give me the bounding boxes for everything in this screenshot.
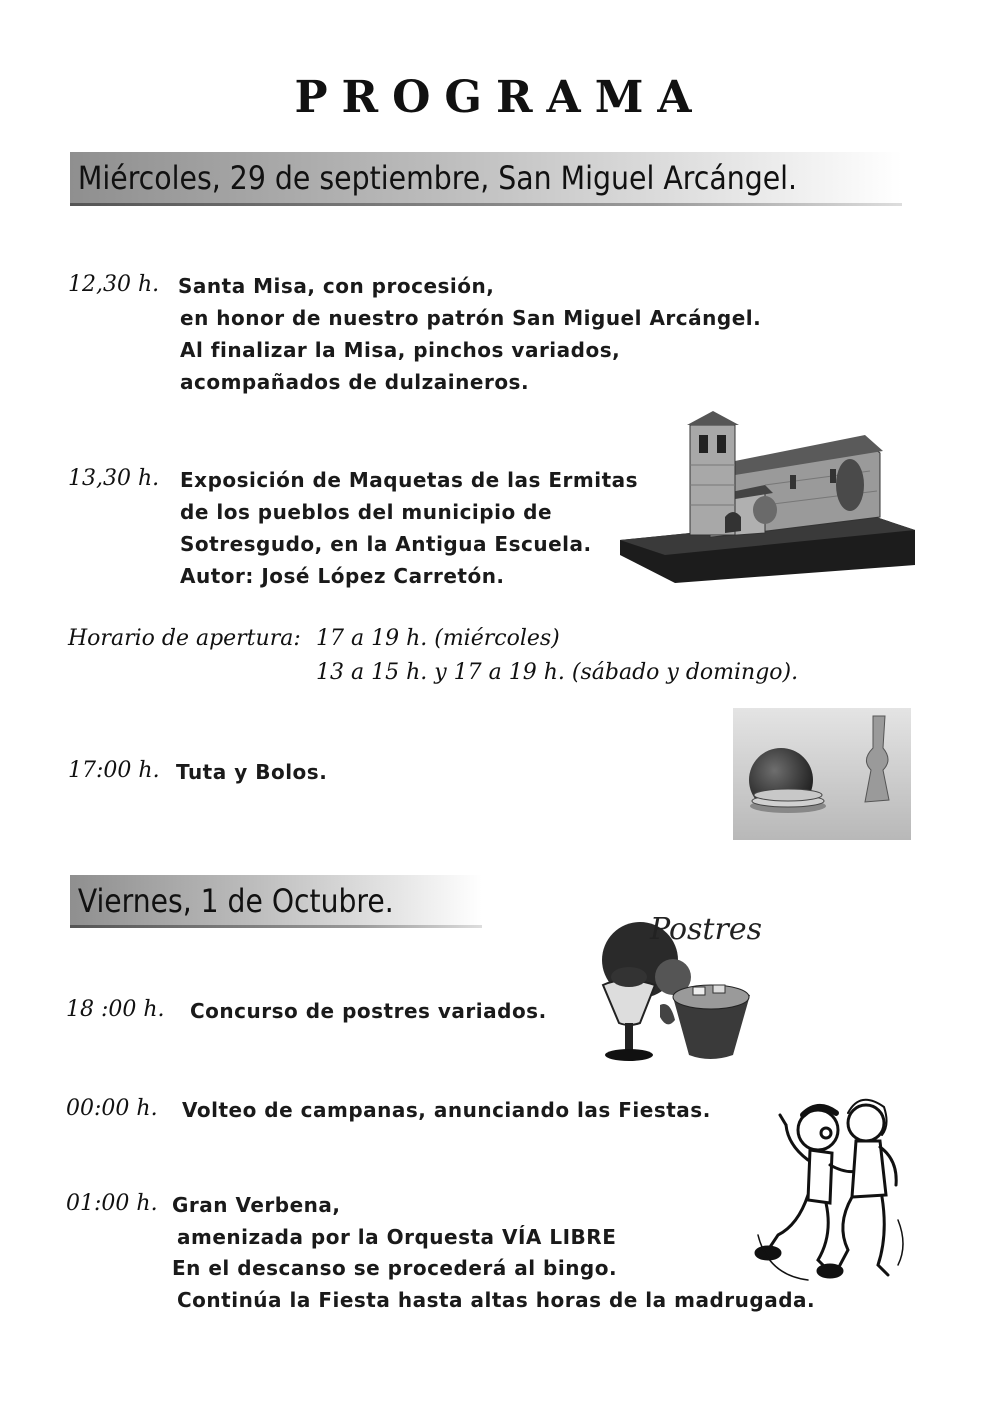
opening-line-1: 17 a 19 h. (miércoles) xyxy=(316,626,560,651)
event-text-line: Tuta y Bolos. xyxy=(176,760,328,784)
event-text-line: amenizada por la Orquesta VÍA LIBRE xyxy=(177,1225,617,1249)
page-title: PROGRAMA xyxy=(294,72,706,123)
event-text-line: en honor de nuestro patrón San Miguel Arcángel. xyxy=(180,306,762,330)
day1-heading-underline xyxy=(70,203,902,206)
postres-label: Postres xyxy=(650,912,762,947)
event-time: 13,30 h. xyxy=(68,466,160,491)
event-text-line: Continúa la Fiesta hasta altas horas de la madrugada. xyxy=(177,1288,816,1312)
day2-heading-underline xyxy=(70,925,482,928)
event-text-line: acompañados de dulzaineros. xyxy=(180,370,530,394)
opening-line-2: 13 a 15 h. y 17 a 19 h. (sábado y domingo). xyxy=(316,660,799,685)
church-model-image xyxy=(615,405,920,585)
tuta-bolos-image xyxy=(733,708,911,840)
event-text-line: Exposición de Maquetas de las Ermitas xyxy=(180,468,639,492)
event-text-line: Santa Misa, con procesión, xyxy=(178,274,495,298)
event-time: 01:00 h. xyxy=(66,1191,158,1216)
day1-heading: Miércoles, 29 de septiembre, San Miguel Arcángel. xyxy=(77,159,798,197)
event-text-line: Autor: José López Carretón. xyxy=(180,564,505,588)
opening-label: Horario de apertura: xyxy=(68,626,301,651)
event-text-line: Al finalizar la Misa, pinchos variados, xyxy=(180,338,621,362)
event-text-line: En el descanso se procederá al bingo. xyxy=(172,1256,618,1280)
day1-heading-band xyxy=(70,152,902,204)
dancing-couple-image xyxy=(748,1085,918,1290)
event-text-line: Sotresgudo, en la Antigua Escuela. xyxy=(180,532,592,556)
event-time: 18 :00 h. xyxy=(66,997,165,1022)
event-time: 17:00 h. xyxy=(68,758,160,783)
day2-heading: Viernes, 1 de Octubre. xyxy=(77,882,394,920)
event-text-line: Concurso de postres variados. xyxy=(190,999,547,1023)
event-text-line: Volteo de campanas, anunciando las Fiestas. xyxy=(182,1098,711,1122)
event-time: 12,30 h. xyxy=(68,272,160,297)
day2-heading-band xyxy=(70,875,482,927)
event-time: 00:00 h. xyxy=(66,1096,158,1121)
event-text-line: de los pueblos del municipio de xyxy=(180,500,553,524)
event-text-line: Gran Verbena, xyxy=(172,1193,341,1217)
